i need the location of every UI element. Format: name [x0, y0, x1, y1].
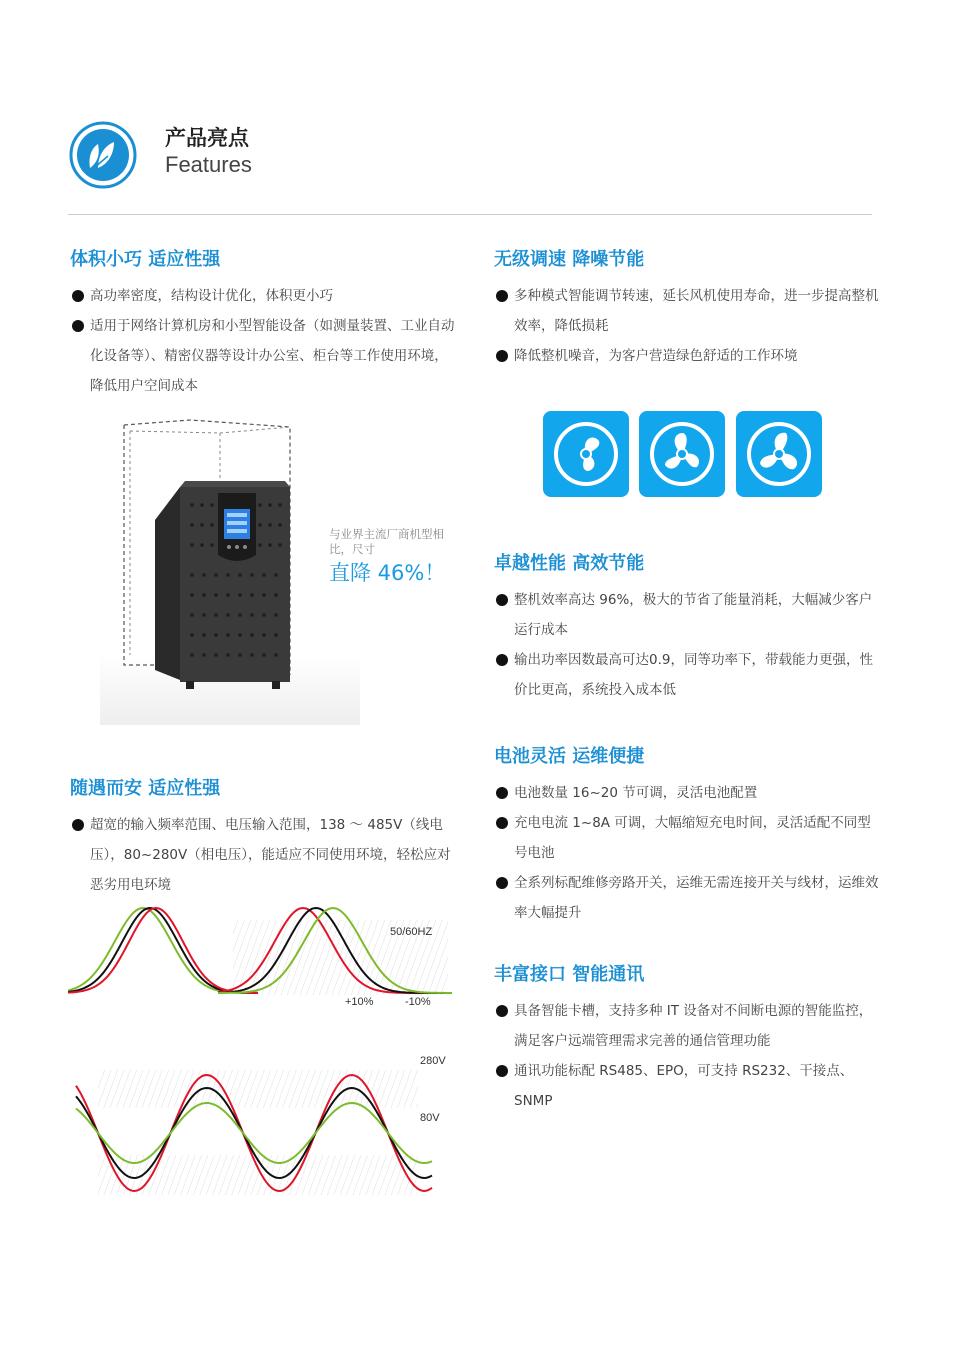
bullet-list: [494, 281, 879, 371]
section-title: 体积小巧 适应性强: [70, 249, 221, 270]
fan-slow-icon: [543, 411, 629, 497]
freq-label: 50/60HZ: [390, 926, 433, 938]
bullet-list: [494, 585, 879, 705]
list-item: 输出功率因数最高可达0.9，同等功率下，带载能力更强，性价比更高，系统投入成本低: [494, 645, 879, 705]
section-title: 电池灵活 运维便捷: [494, 746, 645, 767]
plus-label: +10%: [345, 996, 374, 1008]
page-subtitle: Features: [165, 152, 252, 177]
list-item: 全系列标配维修旁路开关，运维无需连接开关与线材，运维效率大幅提升: [494, 868, 879, 928]
bullet-list: [70, 281, 455, 401]
list-item: 具备智能卡槽，支持多种 IT 设备对不间断电源的智能监控，满足客户远端管理需求完善的通信管理功能: [494, 996, 879, 1056]
section-fan: [494, 245, 879, 371]
list-item: 通讯功能标配 RS485、EPO，可支持 RS232、干接点、SNMP: [494, 1056, 879, 1116]
low-voltage-label: 80V: [420, 1112, 440, 1124]
section-battery: [494, 742, 879, 928]
list-item: 超宽的输入频率范围、电压输入范围，138 ～ 485V（线电压），80~280V（相电压），能适应不同使用环境，轻松应对恶劣用电环境: [70, 810, 455, 900]
minus-label: -10%: [405, 996, 431, 1008]
list-item: 降低整机噪音，为客户营造绿色舒适的工作环境: [494, 341, 879, 371]
bullet-list: [494, 778, 879, 928]
list-item: 充电电流 1~8A 可调，大幅缩短充电时间，灵活适配不同型号电池: [494, 808, 879, 868]
list-item: 整机效率高达 96%，极大的节省了能量消耗，大幅减少客户运行成本: [494, 585, 879, 645]
bullet-list: [494, 996, 879, 1116]
section-title: 丰富接口 智能通讯: [494, 964, 645, 985]
section-interface: [494, 960, 879, 1116]
fan-fast-icon: [736, 411, 822, 497]
frequency-wave-graphic: [68, 895, 453, 1019]
section-title: 卓越性能 高效节能: [494, 553, 645, 574]
fan-medium-icon: [639, 411, 725, 497]
section-compact: [70, 245, 455, 401]
section-title: 无级调速 降噪节能: [494, 249, 645, 270]
section-adapt: [70, 774, 455, 900]
list-item: 适用于网络计算机房和小型智能设备（如测量装置、工业自动化设备等）、精密仪器等设计办公室、柜台等工作使用环境，降低用户空间成本: [70, 311, 455, 401]
list-item: 多种模式智能调节转速，延长风机使用寿命，进一步提高整机效率，降低损耗: [494, 281, 879, 341]
list-item: 电池数量 16~20 节可调，灵活电池配置: [494, 778, 879, 808]
section-performance: [494, 549, 879, 705]
bullet-list: [70, 810, 455, 900]
ups-illustration: [100, 415, 360, 729]
size-comparison: [329, 527, 464, 587]
page-title: 产品亮点: [165, 126, 249, 150]
list-item: 高功率密度，结构设计优化，体积更小巧: [70, 281, 455, 311]
voltage-wave-graphic: [68, 1065, 453, 1209]
comparison-text: 与业界主流厂商机型相比，尺寸: [329, 527, 444, 556]
section-title: 随遇而安 适应性强: [70, 778, 221, 799]
leaf-icon: [68, 120, 138, 194]
high-voltage-label: 280V: [420, 1055, 446, 1067]
comparison-highlight: 直降 46%！: [329, 561, 446, 585]
header-divider: [68, 214, 872, 215]
